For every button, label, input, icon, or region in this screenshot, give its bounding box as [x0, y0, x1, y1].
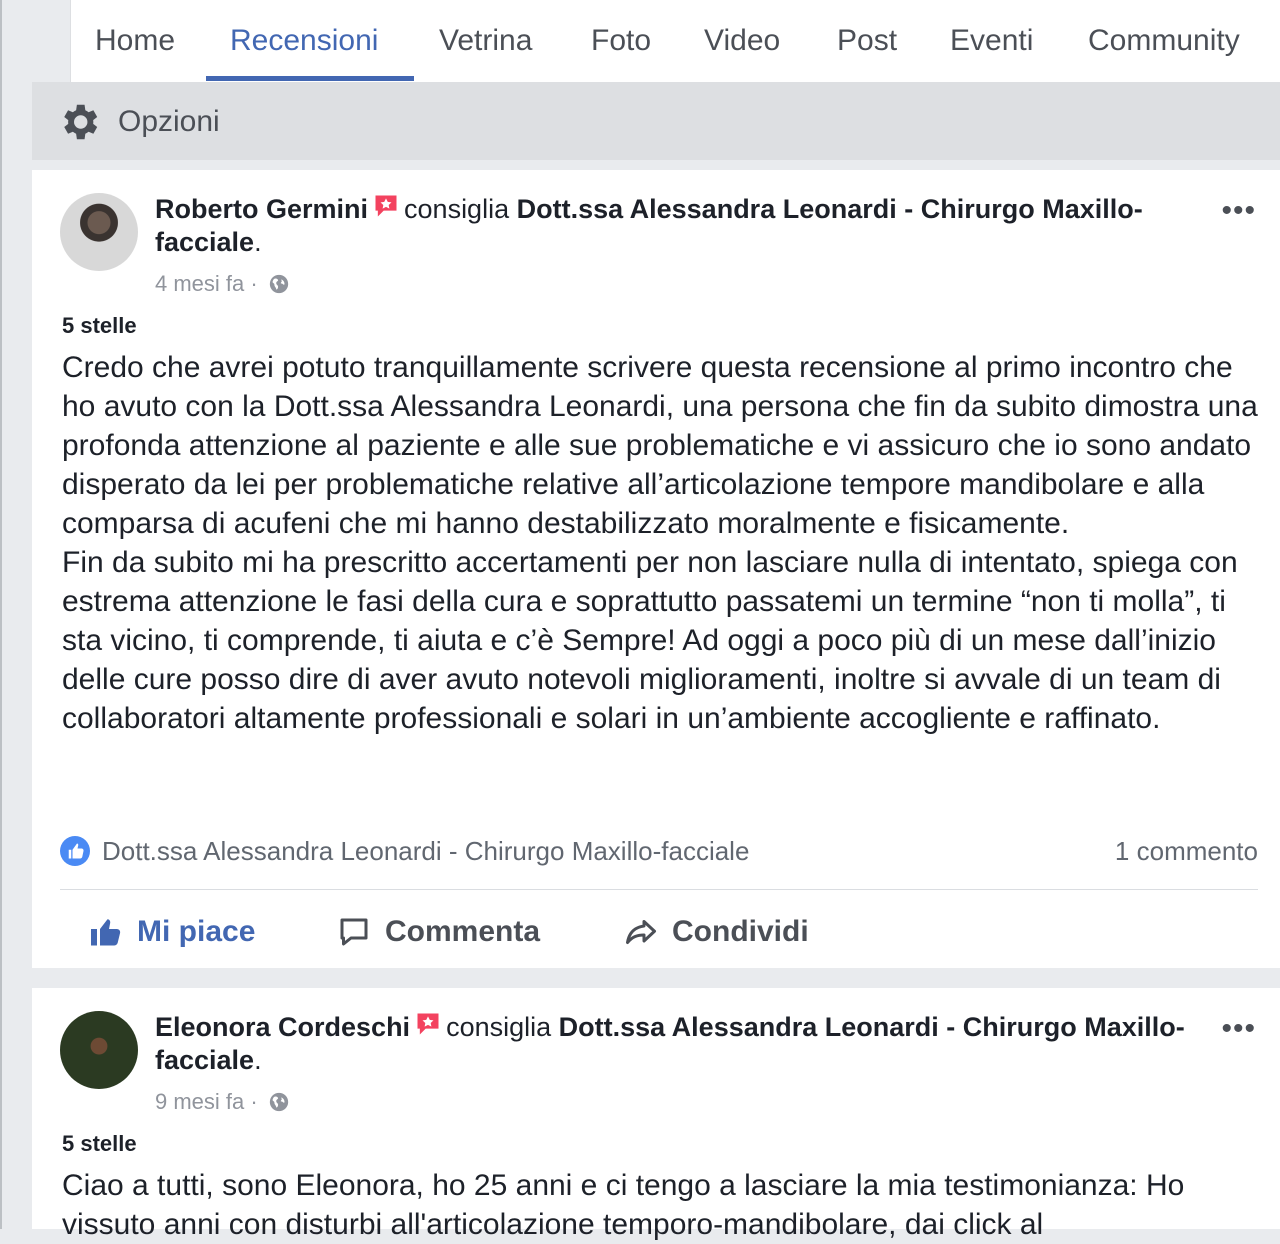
- tab-foto[interactable]: Foto: [591, 24, 652, 57]
- rating-text: 5 stelle: [62, 1131, 137, 1156]
- comment-count[interactable]: 1 commento: [1114, 836, 1258, 866]
- tab-post[interactable]: Post: [837, 24, 898, 57]
- options-bar[interactable]: [32, 82, 1280, 160]
- avatar[interactable]: [60, 193, 138, 271]
- rating-text: 5 stelle: [62, 313, 137, 338]
- recommend-icon: [372, 192, 400, 220]
- review-card: [32, 988, 1280, 1241]
- reactions-summary: [60, 834, 1258, 868]
- review-paragraph: Ciao a tutti, sono Eleonora, ho 25 anni e ci tengo a lasciare la mia testimonianza: Ho vissuto anni con disturbi all'articolazione temporo-mandibolare, dai click al: [62, 1169, 1185, 1241]
- options-label: Opzioni: [118, 105, 220, 138]
- tab-recensioni[interactable]: Recensioni: [230, 24, 379, 57]
- author-name[interactable]: Roberto Germini: [155, 194, 369, 224]
- review-meta: 9 mesi fa ·: [155, 1088, 290, 1116]
- share-label: Condividi: [672, 915, 809, 948]
- comment-label: Commenta: [385, 915, 541, 948]
- divider: [60, 889, 1258, 890]
- recommend-verb: consiglia: [404, 194, 510, 224]
- author-name[interactable]: Eleonora Cordeschi: [155, 1012, 411, 1042]
- like-label: Mi piace: [137, 915, 256, 948]
- review-paragraph: Fin da subito mi ha prescritto accertamenti per non lasciare nulla di intentato, spiega con estrema attenzione le fasi della cura e soprattutto passatemi un termine “non ti molla”, ti sta vicino, ti comprende, ti aiuta e c’è Sempre! Ad oggi a poco più di un mese dall’inizio delle cure posso dire di aver avuto notevoli miglioramenti, inoltre si avvale di un team di collaboratori altamente professionali e solari in un’ambiente accogliente e raffinato.: [62, 546, 1238, 735]
- tab-vetrina[interactable]: Vetrina: [439, 24, 533, 57]
- recommend-icon: [414, 1010, 442, 1038]
- page-link[interactable]: Dott.ssa Alessandra Leonardi - Chirurgo Maxillo-facciale: [155, 1012, 1185, 1075]
- review-header: Roberto Germini consiglia Dott.ssa Alessandra Leonardi - Chirurgo Maxillo-facciale.: [155, 194, 1143, 257]
- more-options-icon[interactable]: •••: [1221, 1012, 1256, 1045]
- like-badge-icon: [60, 836, 90, 866]
- timestamp[interactable]: 4 mesi fa: [155, 271, 245, 296]
- review-paragraph: Credo che avrei potuto tranquillamente scrivere questa recensione al primo incontro che ho avuto con la Dott.ssa Alessandra Leonardi, una persona che fin da subito dimostra una profonda attenzione al paziente e alle sue problematiche e vi assicuro che io sono andato disperato da lei per problematiche relative all’articolazione tempore mandibolare e alla comparsa di acufeni che mi hanno destabilizzato moralmente e fisicamente.: [62, 351, 1258, 540]
- tab-eventi[interactable]: Eventi: [950, 24, 1034, 57]
- globe-icon: [268, 273, 290, 295]
- thumbs-up-icon: [87, 914, 125, 950]
- globe-icon: [268, 1091, 290, 1113]
- left-edge-rule: [0, 0, 2, 1229]
- share-icon: [622, 914, 660, 950]
- review-header: Eleonora Cordeschi consiglia Dott.ssa Alessandra Leonardi - Chirurgo Maxillo-facciale.: [155, 1012, 1185, 1075]
- tab-home[interactable]: Home: [95, 24, 176, 57]
- liked-by-page[interactable]: Dott.ssa Alessandra Leonardi - Chirurgo Maxillo-facciale: [102, 836, 750, 866]
- tab-community[interactable]: Community: [1088, 24, 1240, 57]
- timestamp[interactable]: 9 mesi fa: [155, 1089, 245, 1114]
- review-body: [62, 1166, 1272, 1244]
- page-link[interactable]: Dott.ssa Alessandra Leonardi - Chirurgo Maxillo-facciale: [155, 194, 1143, 257]
- tab-video[interactable]: Video: [704, 24, 781, 57]
- review-body: [62, 348, 1272, 738]
- more-options-icon[interactable]: •••: [1221, 194, 1256, 227]
- active-tab-indicator: [206, 76, 414, 81]
- avatar[interactable]: [60, 1011, 138, 1089]
- gear-icon: [56, 99, 102, 145]
- comment-icon: [335, 914, 373, 950]
- review-card: [32, 170, 1280, 968]
- review-meta: 4 mesi fa ·: [155, 270, 290, 298]
- recommend-verb: consiglia: [446, 1012, 552, 1042]
- page-tabs: [70, 0, 1280, 82]
